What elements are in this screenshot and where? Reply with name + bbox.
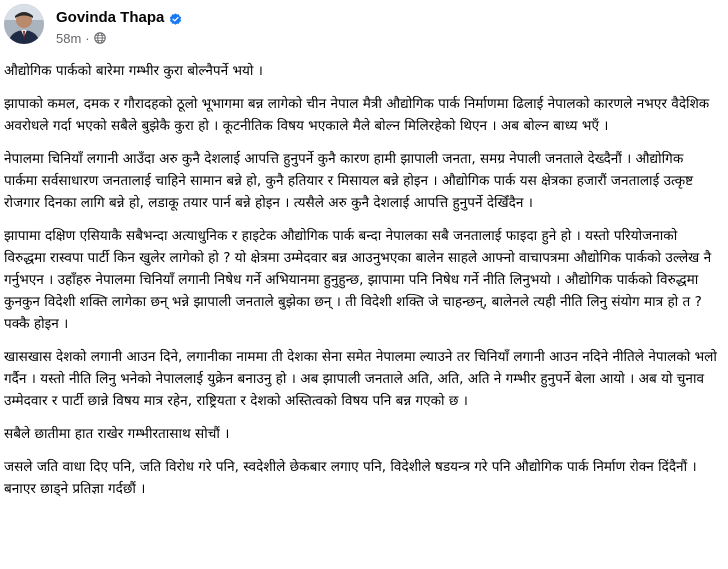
post-header	[0, 0, 728, 52]
post-meta	[56, 30, 106, 46]
meta-separator: ·	[85, 30, 90, 46]
post-paragraph-1: औद्योगिक पार्कको बारेमा गम्भीर कुरा बोल्नैपर्ने भयो ।	[4, 63, 263, 79]
post-text	[4, 60, 720, 511]
post-timestamp[interactable]: 58m	[56, 30, 82, 46]
post-paragraph-5: खासखास देशको लगानी आउन दिने, लगानीका नाममा ती देशका सेना समेत नेपालमा ल्याउने तर चिनियाँ लगानी आउन नदिने नीतिले नेपालको भलो गर्दैन । यस्तो नीति लिनु भनेको नेपाललाई युक्रेन बनाउनु हो । अब झापाली जनताले अति, अति, अति ने गम्भीर हुनुपर्ने बेला आयो । अब यो चुनाव उम्मेदवार र पार्टी छान्ने विषय मात्र रहेन, राष्ट्रियता र देशको अस्तित्वको विषय पनि बन्न गएको छ ।	[4, 349, 717, 409]
author-avatar[interactable]	[4, 4, 44, 44]
post-paragraph-3: नेपालमा चिनियाँ लगानी आउँदा अरु कुनै देशलाई आपत्ति हुनुपर्ने कुनै कारण हामी झापाली जनता, समग्र नेपाली जनताले देख्दैनौं । औद्योगिक पार्कमा सर्वसाधारण जनतालाई चाहिने सामान बन्ने हो, कुनै हतियार र मिसायल बन्ने होइन । औद्योगिक पार्क यस क्षेत्रका हजारौं जनतालाई उत्कृष्ट रोजगार दिनका लागि बन्ने हो, लडाकू तयार पार्न बन्ने होइन । त्यसैले अरु कुनै देशलाई आपत्ति हुनुपर्ने देखिँदैन ।	[4, 151, 694, 211]
post-paragraph-7: जसले जति वाधा दिए पनि, जति विरोध गरे पनि, स्वदेशीले छेकबार लगाए पनि, विदेशीले षडयन्त्र गरे पनि औद्योगिक पार्क निर्माण रोक्न दिंदैनौं । बनाएर छाड्ने प्रतिज्ञा गर्दछौं ।	[4, 459, 697, 497]
globe-icon[interactable]	[94, 32, 106, 44]
post-paragraph-6: सबैले छातीमा हात राखेर गम्भीरतासाथ सोचौं ।	[4, 426, 230, 442]
author-name[interactable]: Govinda Thapa	[56, 8, 165, 26]
post-paragraph-4: झापामा दक्षिण एसियाकै सबैभन्दा अत्याधुनिक र हाइटेक औद्योगिक पार्क बन्दा नेपालका सबै जनतालाई फाइदा हुने हो । यस्तो परियोजनाको विरुद्धमा रास्वपा पार्टी किन खुलेर लागेको हो ? यो क्षेत्रमा उम्मेदवार बन्न आउनुभएका बालेन साहले आफ्नो वाचापत्रमा औद्योगिक पार्कको उल्लेख नै गर्नुभएन । उहाँहरु नेपालमा चिनियाँ लगानी निषेध गर्ने अभियानमा हुनुहुन्छ, झापामा पनि निषेध गर्ने नीति लिनुभयो । औद्योगिक पार्कको विरुद्धमा कुनकुन विदेशी शक्ति लागेका छन् भन्ने झापाली जनताले बुझेका छन् । ती विदेशी शक्ति जे चाहन्छन्, बालेनले त्यही नीति लिनु संयोग मात्र हो त ? पक्कै होइन ।	[4, 228, 712, 332]
avatar-photo-icon	[4, 4, 44, 44]
author-name-row	[56, 7, 182, 27]
post-paragraph-2: झापाको कमल, दमक र गौरादहको ठूलो भूभागमा बन्न लागेको चीन नेपाल मैत्री औद्योगिक पार्क निर्माणमा ढिलाई नेपालको कारणले नभएर वैदेशिक अवरोधले गर्दा भएको सबैले बुझेकै कुरा हो । कूटनीतिक विषय भएकाले मैले बोल्न मिलिरहेको थिएन । अब बोल्न बाध्य भएँ ।	[4, 96, 710, 134]
verified-badge-icon	[169, 11, 182, 24]
